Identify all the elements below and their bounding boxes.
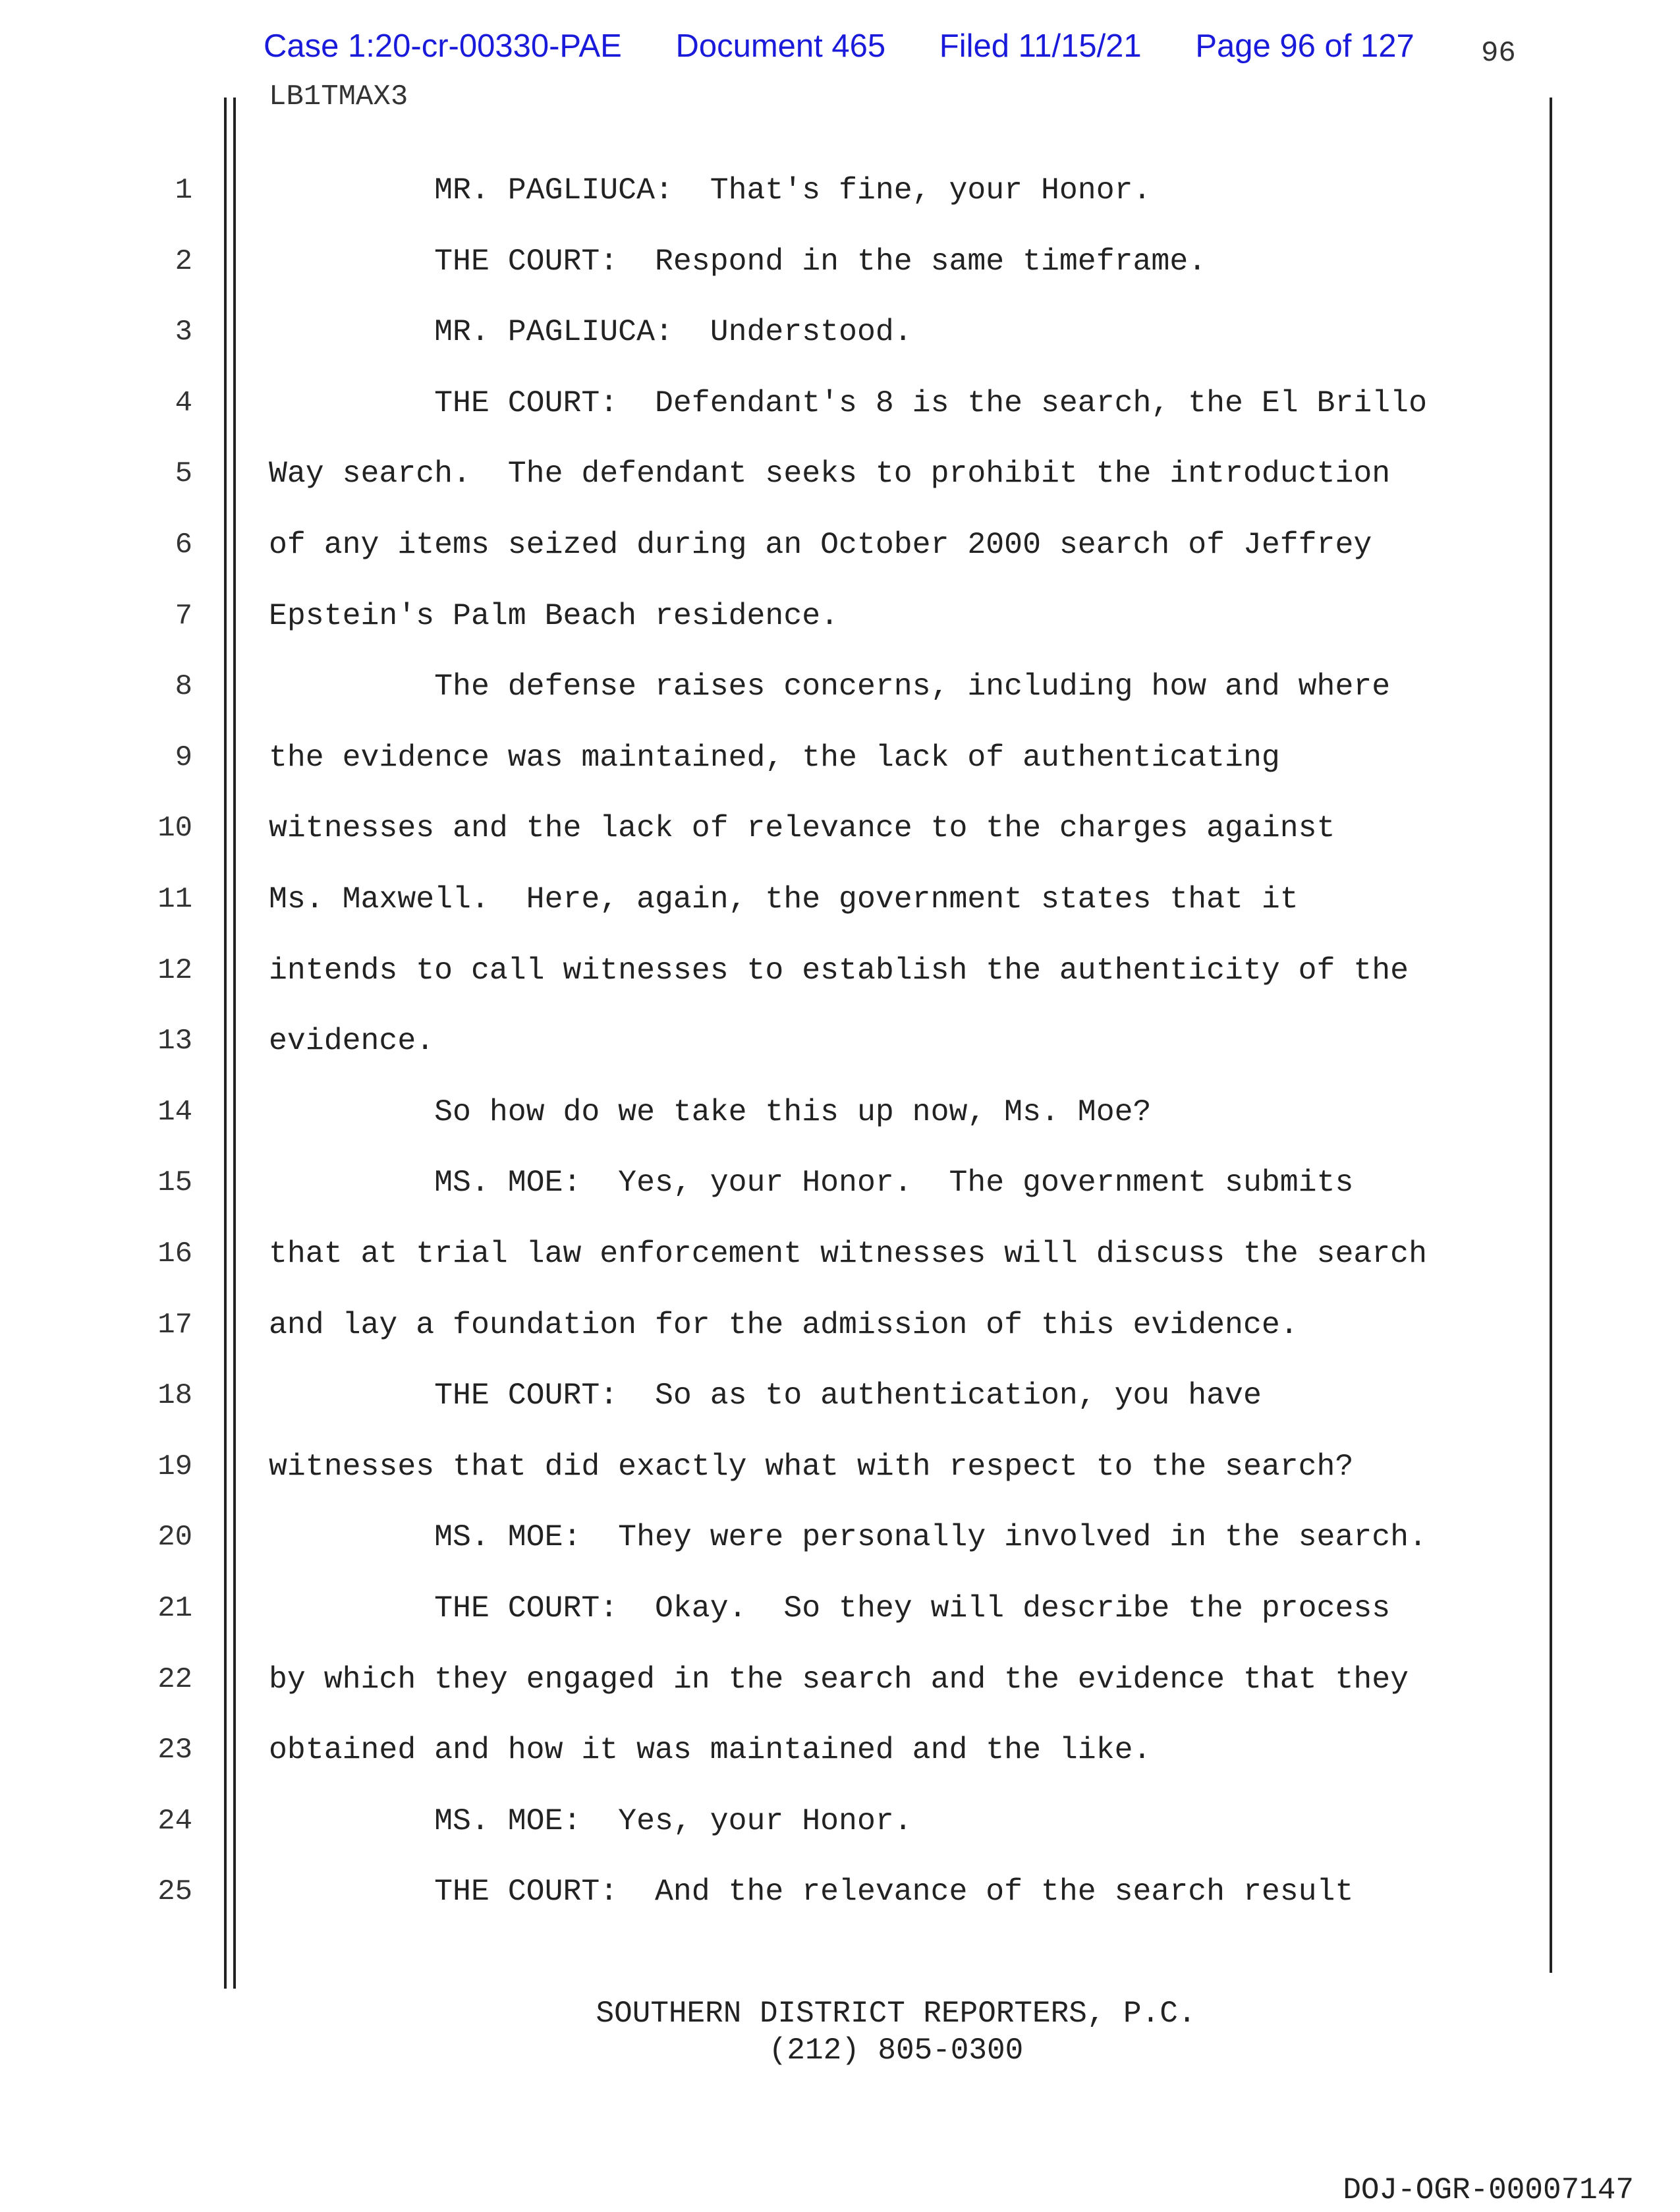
transcript-line: THE COURT: Okay. So they will describe the process <box>269 1591 1391 1626</box>
transcript-line: the evidence was maintained, the lack of authenticating <box>269 740 1280 775</box>
line-number: 1 <box>175 174 192 207</box>
transcript-line: witnesses and the lack of relevance to the charges against <box>269 810 1335 845</box>
transcript-line: THE COURT: And the relevance of the search result <box>269 1874 1354 1909</box>
line-number: 25 <box>157 1875 192 1908</box>
transcript-line: MR. PAGLIUCA: Understood. <box>269 314 912 349</box>
transcript-line: THE COURT: Respond in the same timeframe. <box>269 244 1207 279</box>
transcript-file-id: LB1TMAX3 <box>269 80 408 113</box>
page-count: Page 96 of 127 <box>1195 28 1414 64</box>
transcript-line: MR. PAGLIUCA: That's fine, your Honor. <box>269 173 1152 208</box>
line-number: 15 <box>157 1166 192 1199</box>
right-margin-rule <box>1550 98 1552 1973</box>
left-margin-rule-inner <box>233 98 236 1989</box>
line-number: 10 <box>157 812 192 845</box>
transcript-line: The defense raises concerns, including how and where <box>269 669 1391 704</box>
transcript-line: witnesses that did exactly what with respect to the search? <box>269 1449 1354 1484</box>
line-number: 2 <box>175 245 192 278</box>
line-number: 7 <box>175 600 192 633</box>
document-number: Document 465 <box>675 28 886 64</box>
line-number: 18 <box>157 1379 192 1412</box>
filing-header <box>264 28 1459 65</box>
transcript-line: MS. MOE: Yes, your Honor. The government submits <box>269 1165 1354 1200</box>
bates-number: DOJ-OGR-00007147 <box>1343 2173 1634 2207</box>
court-reporter-footer <box>0 1995 1680 2069</box>
transcript-line: THE COURT: So as to authentication, you have <box>269 1378 1262 1413</box>
transcript-line: MS. MOE: They were personally involved in the search. <box>269 1519 1427 1554</box>
filed-date: Filed 11/15/21 <box>939 28 1142 64</box>
transcript-line: by which they engaged in the search and the evidence that they <box>269 1662 1409 1697</box>
line-number: 3 <box>175 316 192 349</box>
line-number: 17 <box>157 1309 192 1342</box>
transcript-line: Ms. Maxwell. Here, again, the government states that it <box>269 882 1299 917</box>
transcript-line: of any items seized during an October 2000 search of Jeffrey <box>269 527 1372 562</box>
line-number: 21 <box>157 1592 192 1625</box>
transcript-line: obtained and how it was maintained and the like. <box>269 1732 1152 1767</box>
line-number: 14 <box>157 1096 192 1129</box>
left-margin-rule-outer <box>224 98 227 1989</box>
line-number: 11 <box>157 883 192 916</box>
line-number: 24 <box>157 1805 192 1838</box>
line-number: 6 <box>175 528 192 561</box>
line-number: 4 <box>175 387 192 420</box>
line-number: 20 <box>157 1521 192 1554</box>
line-number: 5 <box>175 457 192 490</box>
transcript-line: THE COURT: Defendant's 8 is the search, the El Brillo <box>269 385 1427 420</box>
line-number: 23 <box>157 1734 192 1767</box>
line-number: 16 <box>157 1237 192 1270</box>
transcript-line: evidence. <box>269 1023 435 1058</box>
line-number: 8 <box>175 670 192 703</box>
transcript-line: Way search. The defendant seeks to prohibit the introduction <box>269 456 1391 491</box>
transcript-line: that at trial law enforcement witnesses will discuss the search <box>269 1236 1427 1271</box>
line-number: 19 <box>157 1450 192 1483</box>
page-number: 96 <box>1481 37 1516 70</box>
reporter-name: SOUTHERN DISTRICT REPORTERS, P.C. <box>596 1997 1196 2031</box>
transcript-line: So how do we take this up now, Ms. Moe? <box>269 1094 1152 1129</box>
line-number: 12 <box>157 954 192 987</box>
transcript-line: and lay a foundation for the admission of this evidence. <box>269 1307 1299 1342</box>
reporter-phone: (212) 805-0300 <box>768 2033 1024 2068</box>
transcript-line: MS. MOE: Yes, your Honor. <box>269 1803 912 1838</box>
line-number: 13 <box>157 1025 192 1058</box>
transcript-line: intends to call witnesses to establish the authenticity of the <box>269 953 1409 988</box>
line-number: 9 <box>175 741 192 774</box>
transcript-line: Epstein's Palm Beach residence. <box>269 598 839 633</box>
case-number: Case 1:20-cr-00330-PAE <box>264 28 622 64</box>
line-number: 22 <box>157 1663 192 1696</box>
